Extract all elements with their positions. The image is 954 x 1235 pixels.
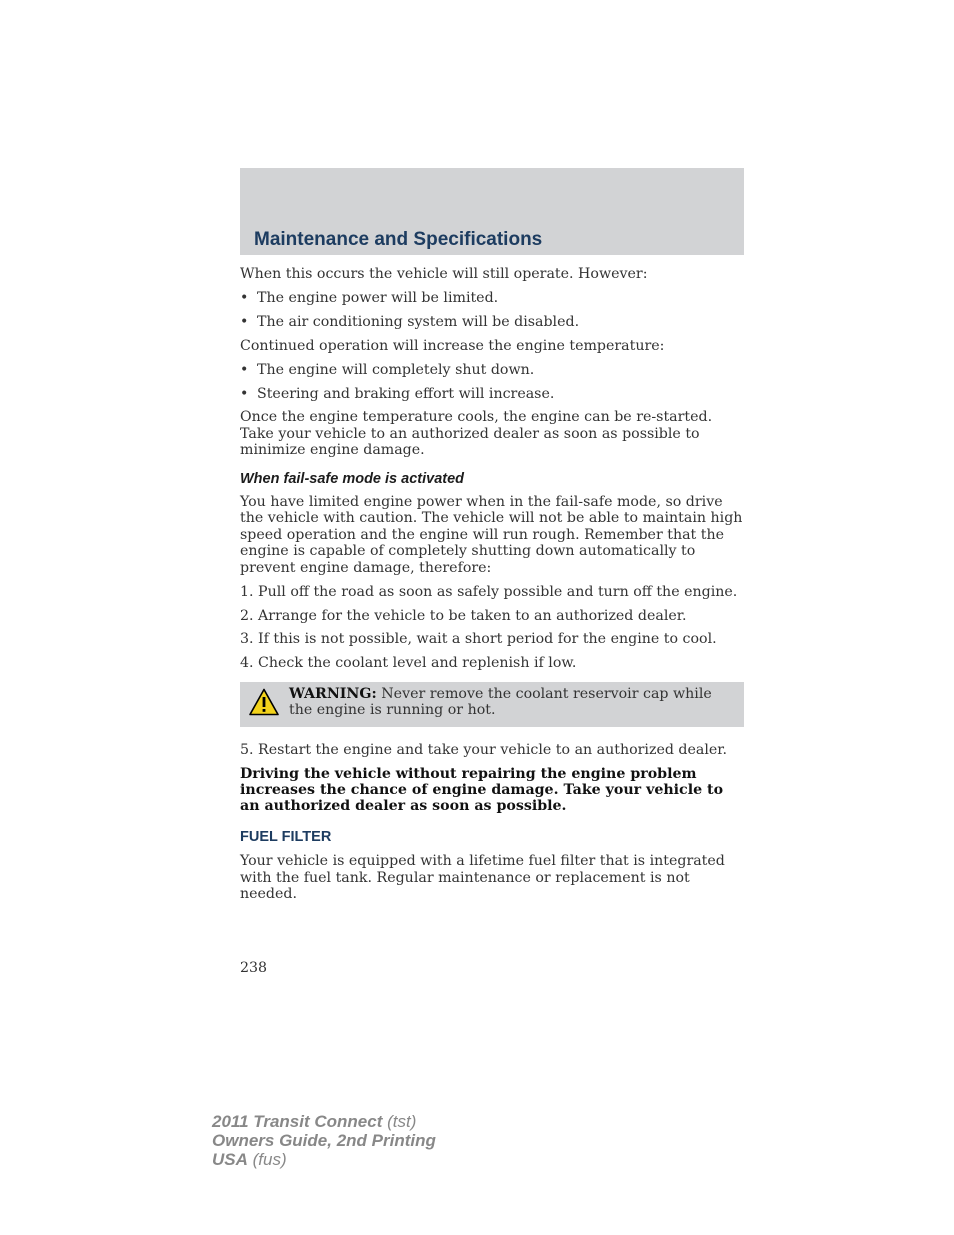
step-item: 2. Arrange for the vehicle to be taken to an authorized dealer. [240,607,687,624]
warning-text [289,686,722,719]
bullet-dot-icon: • [240,289,249,306]
bullet-item [240,362,744,378]
bullet-text: The engine power will be limited. [257,289,499,306]
bullet-item [240,290,744,306]
step-item: 3. If this is not possible, wait a short period for the engine to cool. [240,631,717,648]
bullet-dot-icon: • [240,385,249,402]
step-item: 5. Restart the engine and take your vehicle to an authorized dealer. [240,741,728,758]
bullet-item [240,386,744,402]
bold-note: Driving the vehicle without repairing the engine problem increases the chance of engine damage. Take your vehicle to an authorized dealer as soon as possible. [240,765,724,815]
bullet-item [240,314,744,330]
bullet-dot-icon: • [240,313,249,330]
section-title: Maintenance and Specifications [254,229,543,250]
bullet-text: The air conditioning system will be disabled. [257,313,580,330]
page-number: 238 [240,960,268,976]
section-header-band [240,168,744,255]
warning-label: WARNING: [289,685,377,702]
warning-message: Never remove the coolant reservoir cap while the engine is running or hot. [289,685,712,719]
warning-box [240,682,744,727]
fuel-filter-paragraph: Your vehicle is equipped with a lifetime fuel filter that is integrated with the fuel tank. Regular maintenance or replacement is not needed. [240,853,725,903]
failsafe-paragraph: You have limited engine power when in the fail-safe mode, so drive the vehicle with caution. The vehicle will not be able to maintain high speed operation and the engine will run rough. Remember that the engine is capable of completely shutting down automatically to prevent engine damage, therefore: [240,494,743,576]
step-item: 1. Pull off the road as soon as safely possible and turn off the engine. [240,583,738,600]
footer-market: USA [212,1150,248,1169]
footer-print-info [212,1112,436,1169]
footer-line-1 [212,1112,436,1131]
footer-model-code: (tst) [387,1112,417,1131]
step-item: 4. Check the coolant level and replenish if low. [240,655,577,672]
footer-guide: Owners Guide, 2nd Printing [212,1131,436,1150]
continued-paragraph: Continued operation will increase the engine temperature: [240,337,665,354]
intro-paragraph: When this occurs the vehicle will still operate. However: [240,266,648,282]
bullet-text: The engine will completely shut down. [257,361,535,378]
footer-model: 2011 Transit Connect [212,1112,383,1131]
bullet-text: Steering and braking effort will increase. [257,385,555,402]
bullet-dot-icon: • [240,361,249,378]
failsafe-subheading: When fail-safe mode is activated [240,470,465,487]
cooldown-paragraph: Once the engine temperature cools, the engine can be re-started. Take your vehicle to an authorized dealer as soon as possible to minimize engine damage. [240,409,713,459]
page-content [240,266,744,910]
footer-line-2 [212,1131,436,1150]
footer-line-3 [212,1150,436,1169]
warning-triangle-icon [249,688,279,716]
footer-market-code: (fus) [252,1150,287,1169]
fuel-filter-heading: FUEL FILTER [240,828,332,845]
